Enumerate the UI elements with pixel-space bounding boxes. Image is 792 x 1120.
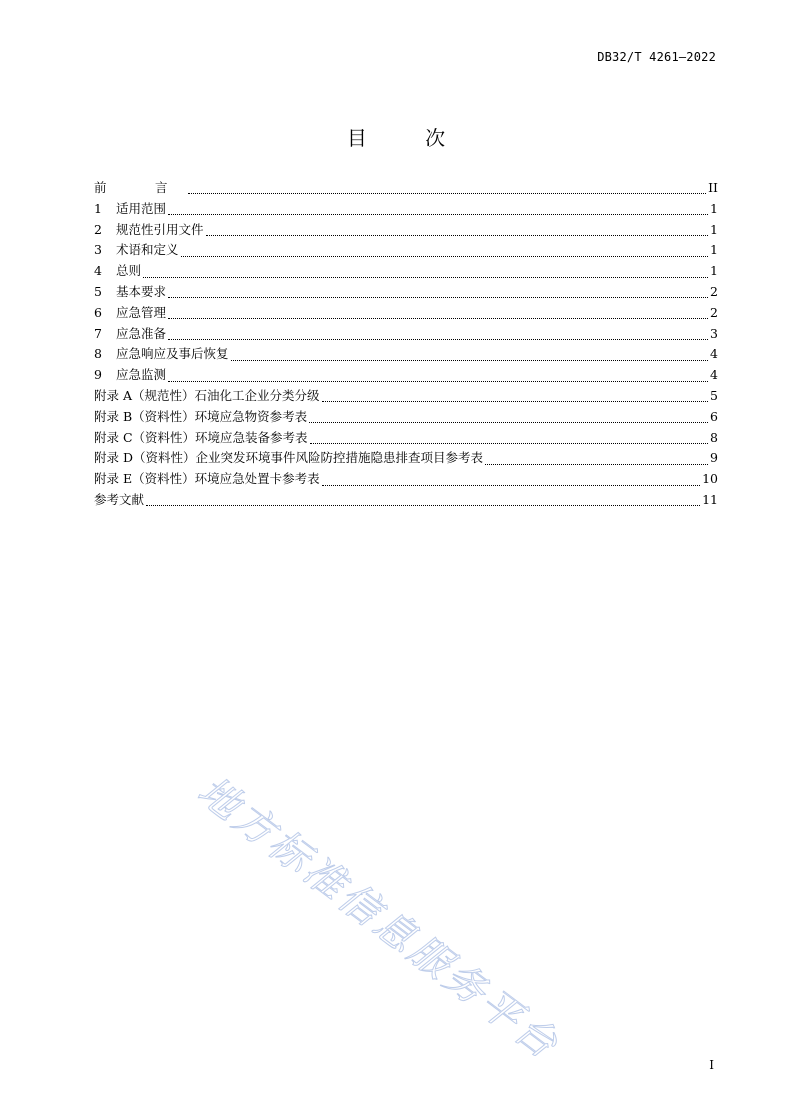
toc-dot-leader: [322, 484, 700, 486]
toc-entry-label: 前 言: [94, 180, 186, 195]
toc-entry[interactable]: [94, 240, 718, 261]
toc-entry[interactable]: [94, 199, 718, 220]
toc-entry-number: 8: [94, 346, 102, 362]
toc-entry[interactable]: [94, 303, 718, 324]
toc-entry-page: 5: [710, 387, 718, 403]
toc-entry-page: 1: [710, 200, 718, 216]
toc-entry-number: 1: [94, 200, 102, 216]
toc-entry-page: II: [708, 180, 718, 195]
toc-dot-leader: [181, 255, 709, 257]
toc-dot-leader: [322, 400, 709, 402]
standard-code: DB32/T 4261—2022: [597, 50, 716, 64]
toc-entry[interactable]: [94, 178, 718, 199]
toc-dot-leader: [143, 276, 708, 278]
toc-entry-page: 9: [710, 450, 718, 466]
watermark: 地方标准信息服务平台: [189, 767, 569, 1070]
toc-entry-page: 11: [702, 491, 718, 507]
toc-entry[interactable]: [94, 344, 718, 365]
toc-dot-leader: [485, 463, 708, 465]
toc-dot-leader: [168, 296, 708, 298]
toc-entry-label: 基本要求: [116, 283, 167, 299]
toc-entry-label: 应急管理: [116, 304, 167, 320]
toc-dot-leader: [168, 338, 708, 340]
toc-dot-leader: [206, 234, 709, 236]
toc-entry[interactable]: [94, 428, 718, 449]
toc-entry-number: 3: [94, 242, 102, 258]
toc-entry-label: 应急监测: [116, 367, 167, 383]
toc-entry-page: 2: [710, 304, 718, 320]
table-of-contents: [94, 178, 718, 511]
toc-entry-page: 3: [710, 325, 718, 341]
toc-entry[interactable]: [94, 448, 718, 469]
toc-dot-leader: [310, 442, 709, 444]
toc-entry-label: 附录 C（资料性）环境应急装备参考表: [94, 429, 308, 445]
toc-entry-number: 2: [94, 221, 102, 237]
toc-entry-label: 应急响应及事后恢复: [116, 346, 229, 362]
toc-entry[interactable]: [94, 365, 718, 386]
toc-entry[interactable]: [94, 407, 718, 428]
toc-entry-page: 4: [710, 346, 718, 362]
toc-dot-leader: [188, 192, 707, 194]
toc-entry-number: 7: [94, 325, 102, 341]
toc-dot-leader: [168, 380, 708, 382]
toc-entry-page: 10: [702, 471, 718, 487]
page-number: I: [709, 1058, 714, 1072]
toc-entry-label: 适用范围: [116, 200, 167, 216]
toc-entry-label: 术语和定义: [116, 242, 179, 258]
toc-entry[interactable]: [94, 490, 718, 511]
toc-entry[interactable]: [94, 386, 718, 407]
toc-entry-page: 8: [710, 429, 718, 445]
toc-entry-label: 参考文献: [94, 491, 145, 507]
toc-entry[interactable]: [94, 220, 718, 241]
toc-entry-label: 附录 B（资料性）环境应急物资参考表: [94, 408, 308, 424]
toc-entry-label: 附录 D（资料性）企业突发环境事件风险防控措施隐患排查项目参考表: [94, 450, 483, 466]
toc-dot-leader: [168, 213, 708, 215]
toc-entry-number: 5: [94, 283, 102, 299]
toc-dot-leader: [168, 317, 708, 319]
toc-entry-label: 规范性引用文件: [116, 221, 204, 237]
toc-entry-page: 1: [710, 221, 718, 237]
toc-entry-label: 附录 E（资料性）环境应急处置卡参考表: [94, 471, 320, 487]
toc-entry-page: 4: [710, 367, 718, 383]
toc-entry-page: 6: [710, 408, 718, 424]
toc-entry-label: 应急准备: [116, 325, 167, 341]
toc-entry[interactable]: [94, 282, 718, 303]
toc-entry-label: 总则: [116, 263, 142, 279]
toc-dot-leader: [309, 421, 708, 423]
toc-entry[interactable]: [94, 324, 718, 345]
toc-entry[interactable]: [94, 469, 718, 490]
toc-entry-page: 2: [710, 283, 718, 299]
toc-dot-leader: [146, 504, 700, 506]
toc-entry-number: 9: [94, 367, 102, 383]
toc-dot-leader: [231, 359, 709, 361]
toc-entry-number: 6: [94, 304, 102, 320]
toc-entry-page: 1: [710, 242, 718, 258]
toc-title: 目 次: [346, 126, 472, 150]
toc-entry-label: 附录 A（规范性）石油化工企业分类分级: [94, 387, 320, 403]
toc-entry-page: 1: [710, 263, 718, 279]
toc-entry[interactable]: [94, 261, 718, 282]
toc-entry-number: 4: [94, 263, 102, 279]
